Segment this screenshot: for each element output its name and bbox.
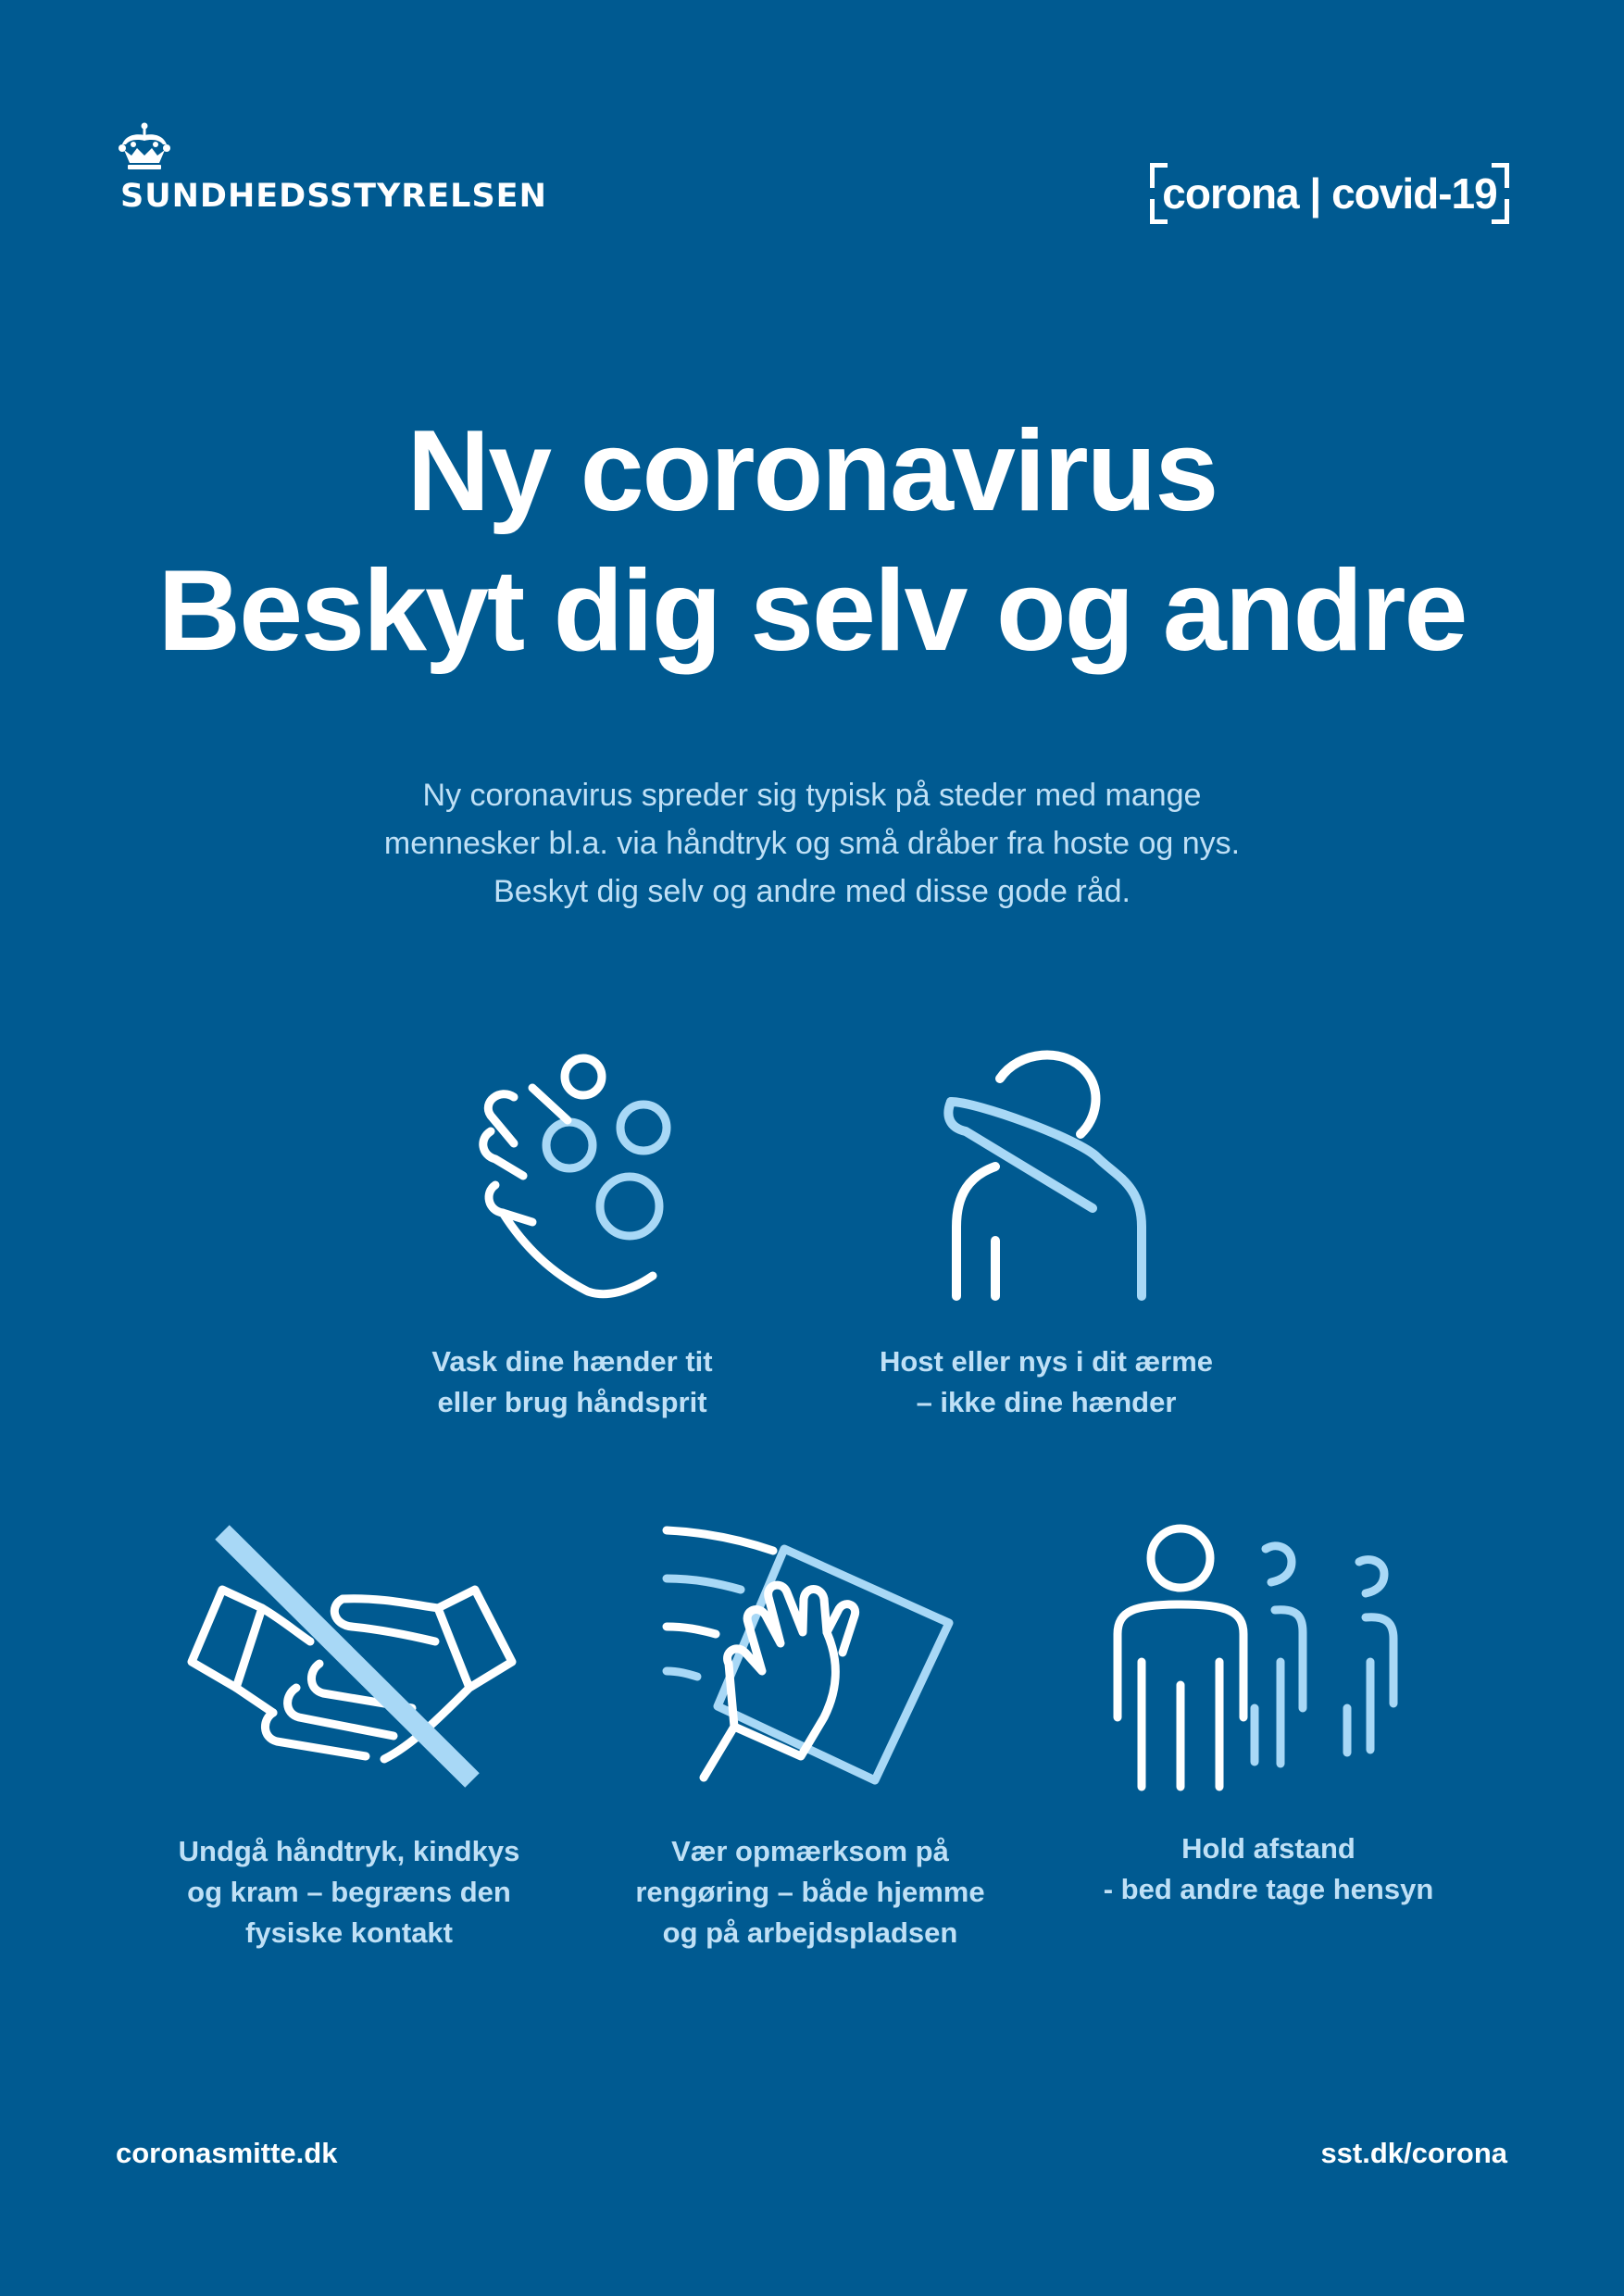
keep-distance-icon — [1106, 1523, 1426, 1791]
hand-washing-icon — [458, 1046, 685, 1301]
tip-label-line: eller brug håndsprit — [437, 1386, 707, 1418]
intro-line: Beskyt dig selv og andre med disse gode råd. — [493, 874, 1131, 909]
organization-name: SUNDHEDSSTYRELSEN — [120, 178, 547, 215]
tip-label-line: og på arbejdspladsen — [662, 1916, 958, 1949]
tip-label-cough-in-sleeve — [861, 1341, 1231, 1423]
intro-paragraph — [210, 771, 1414, 916]
tip-label-line: Host eller nys i dit ærme — [879, 1345, 1214, 1378]
intro-line: Ny coronavirus spreder sig typisk på steder med mange — [422, 778, 1202, 813]
tip-label-line: rengøring – både hjemme — [635, 1876, 985, 1908]
crown-icon — [117, 122, 172, 174]
tip-label-line: - bed andre tage hensyn — [1103, 1873, 1434, 1905]
cleaning-icon — [662, 1523, 958, 1791]
tip-label-cleaning — [606, 1831, 1014, 1953]
intro-line: mennesker bl.a. via håndtryk og små dråber fra hoste og nys. — [383, 826, 1241, 861]
no-handshake-icon — [181, 1523, 523, 1791]
cough-in-sleeve-icon — [940, 1046, 1167, 1301]
sundhedsstyrelsen-logo — [113, 122, 547, 224]
footer-link-sst[interactable]: sst.dk/corona — [1320, 2137, 1507, 2169]
tip-label-keep-distance — [1065, 1828, 1472, 1910]
tip-label-line: – ikke dine hænder — [916, 1386, 1177, 1418]
campaign-logo-text: corona | covid-19 — [1162, 169, 1497, 218]
headline-line-1: Ny coronavirus — [406, 407, 1218, 535]
headline-line-2: Beskyt dig selv og andre — [157, 547, 1467, 675]
tip-label-line: Vask dine hænder tit — [431, 1345, 713, 1378]
tip-label-line: Undgå håndtryk, kindkys — [178, 1835, 520, 1867]
tip-label-no-handshake — [145, 1831, 553, 1953]
footer-link-coronasmitte[interactable]: coronasmitte.dk — [116, 2137, 338, 2169]
tip-label-line: Vær opmærksom på — [671, 1835, 949, 1867]
tip-label-line: fysiske kontakt — [245, 1916, 453, 1949]
tip-label-hand-washing — [387, 1341, 757, 1423]
tip-label-line: og kram – begræns den — [187, 1876, 511, 1908]
corona-covid19-logo — [1148, 159, 1511, 226]
tip-label-line: Hold afstand — [1181, 1832, 1355, 1865]
